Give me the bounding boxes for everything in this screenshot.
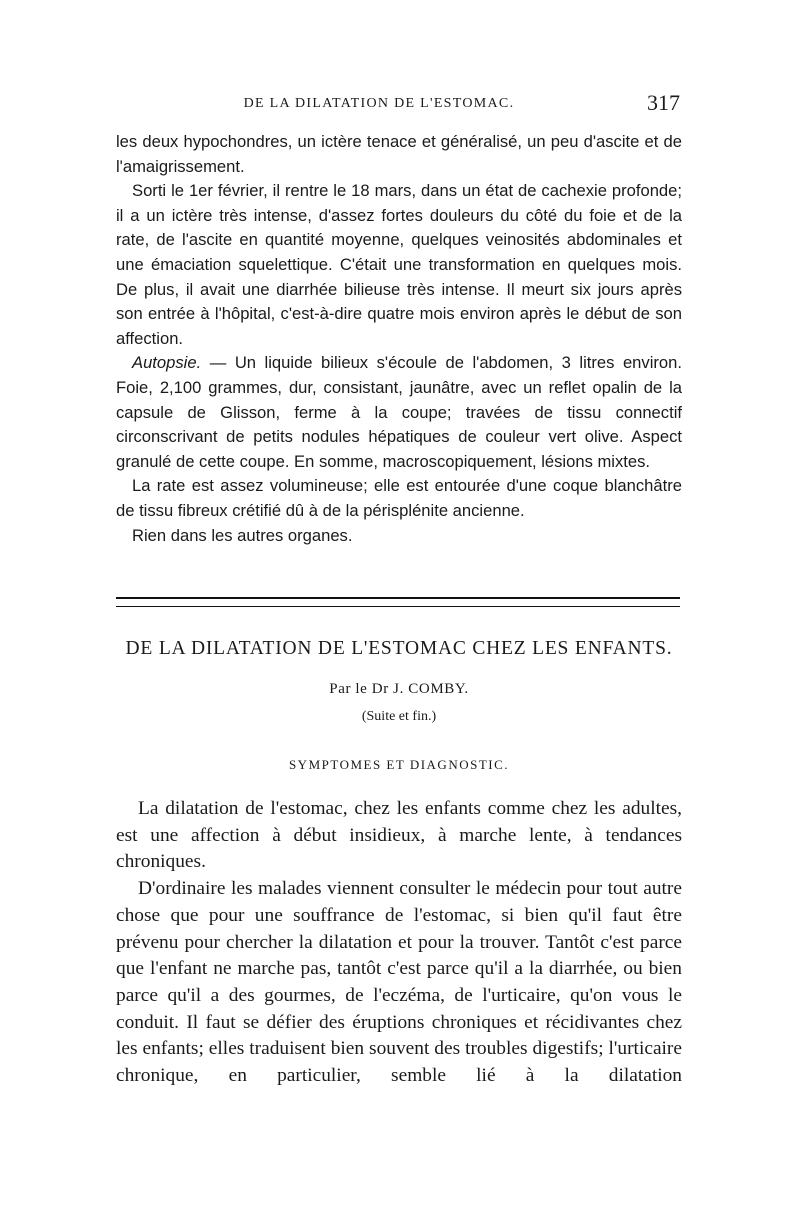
section-heading: SYMPTOMES ET DIAGNOSTIC.	[288, 757, 510, 772]
section-divider-thick	[116, 597, 680, 599]
article-byline: Par le Dr J. COMBY.	[329, 681, 469, 697]
page-number: 317	[647, 90, 680, 115]
section-divider-thin	[116, 606, 680, 607]
autopsie-text: — Un liquide bilieux s'écoule de l'abdomen, 3 litres environ. Foie, 2,100 grammes, dur, consistant, jaunâtre, avec un reflet opalin de la capsule de Glisson, ferme à la coupe; travées de tissu connectif circonscrivant de petits nodules hépatiques de couleur vert olive. Aspect granulé de cette coupe. En somme, macroscopiquement, lésions mixtes.	[116, 353, 682, 471]
paragraph-autopsie	[116, 351, 682, 474]
paragraph: La dilatation de l'estomac, chez les enfants comme chez les adultes, est une affection à début insidieux, à marche lente, à tendances chroniques.	[116, 798, 682, 873]
running-title: DE LA DILATATION DE L'ESTOMAC.	[243, 96, 515, 111]
paragraph: Sorti le 1er février, il rentre le 18 mars, dans un état de cachexie profonde; il a un ictère très intense, d'assez fortes douleurs du côté du foie et de la rate, de l'ascite en quantité moyenne, quelques veinosités abdominales et une émaciation squelettique. C'était une transformation en quelques mois. De plus, il avait une diarrhée bilieuse très intense. Il meurt six jours après son entrée à l'hôpital, c'est-à-dire quatre mois environ après le début de son affection.	[116, 181, 682, 348]
running-head	[116, 90, 682, 124]
paragraph: La rate est assez volumineuse; elle est entourée d'une coque blanchâtre de tissu fibreux crétifié dû à de la périsplénite ancienne.	[116, 476, 682, 520]
case-report-text	[116, 130, 682, 548]
article-title: DE LA DILATATION DE L'ESTOMAC CHEZ LES ENFANTS.	[125, 638, 673, 659]
paragraph: D'ordinaire les malades viennent consulter le médecin pour tout autre chose que pour une souffrance de l'estomac, si bien qu'il faut être prévenu pour chercher la dilatation et pour la trouver. Tantôt c'est parce que l'enfant ne marche pas, tantôt c'est parce qu'il a la diarrhée, ou bien parce qu'il a des gourmes, de l'eczéma, de l'urticaire, qu'on vous le conduit. Il faut se défier des éruptions chroniques et récidivantes chez les enfants; elles traduisent bien souvent des troubles digestifs; l'urticaire chronique, en particulier, semble lié à la dilatation	[116, 878, 682, 1087]
article-body	[116, 796, 682, 1090]
article-note: (Suite et fin.)	[361, 709, 437, 724]
autopsie-label: Autopsie.	[132, 353, 202, 373]
paragraph: Rien dans les autres organes.	[132, 525, 353, 545]
paragraph: les deux hypochondres, un ictère tenace et généralisé, un peu d'ascite et de l'amaigrissement.	[116, 132, 682, 176]
